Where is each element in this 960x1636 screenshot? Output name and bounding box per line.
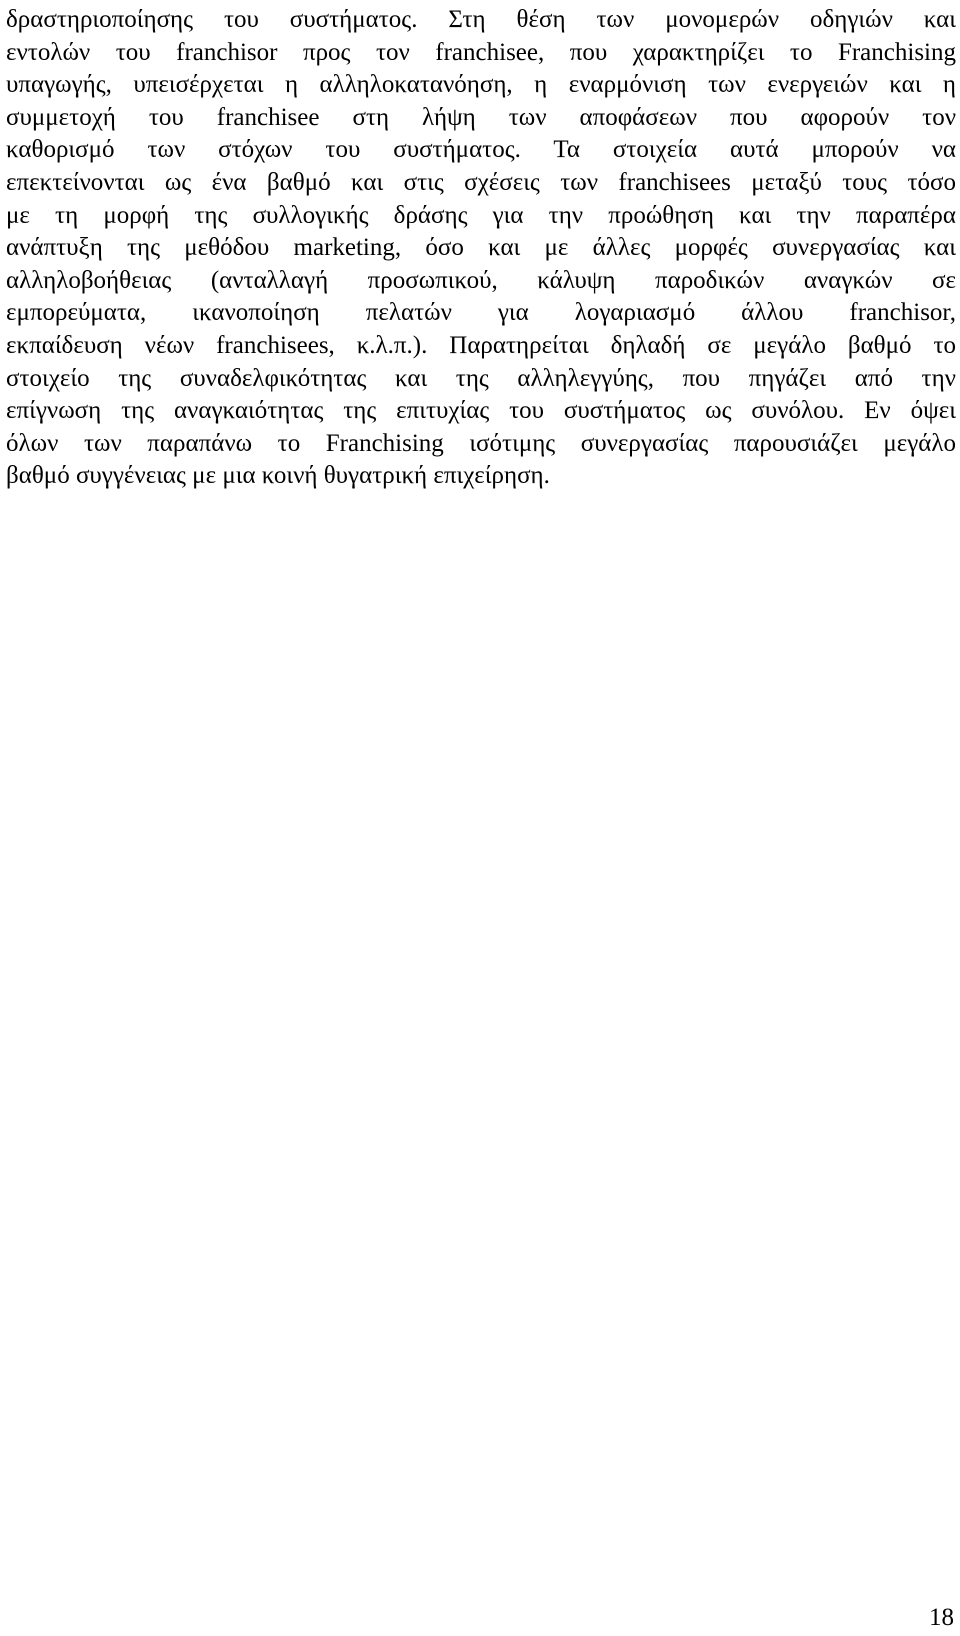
paragraph-line: επεκτείνονται ως ένα βαθμό και στις σχέσεις των franchisees μεταξύ τους τόσο: [6, 168, 956, 196]
paragraph-line: στοιχείο της συναδελφικότητας και της αλληλεγγύης, που πηγάζει από την: [6, 364, 956, 392]
paragraph-line: όλων των παραπάνω το Franchising ισότιμης συνεργασίας παρουσιάζει μεγάλο: [6, 429, 956, 457]
paragraph-line: εντολών του franchisor προς τον franchisee, που χαρακτηρίζει το Franchising: [6, 38, 956, 66]
paragraph-line: αλληλοβοήθειας (ανταλλαγή προσωπικού, κάλυψη παροδικών αναγκών σε: [6, 266, 956, 294]
paragraph-line: υπαγωγής, υπεισέρχεται η αλληλοκατανόηση, η εναρμόνιση των ενεργειών και η: [6, 71, 956, 99]
page-number: 18: [929, 1604, 954, 1631]
paragraph-line: με τη μορφή της συλλογικής δράσης για την προώθηση και την παραπέρα: [6, 201, 956, 229]
paragraph-line: ανάπτυξη της μεθόδου marketing, όσο και με άλλες μορφές συνεργασίας και: [6, 234, 956, 262]
paragraph-line: εμπορεύματα, ικανοποίηση πελατών για λογαριασμό άλλου franchisor,: [6, 299, 956, 327]
paragraph-line: δραστηριοποίησης του συστήματος. Στη θέση των μονομερών οδηγιών και: [6, 6, 956, 33]
body-paragraph: [6, 4, 956, 493]
paragraph-line: επίγνωση της αναγκαιότητας της επιτυχίας του συστήματος ως συνόλου. Εν όψει: [6, 397, 956, 425]
paragraph-line: εκπαίδευση νέων franchisees, κ.λ.π.). Παρατηρείται δηλαδή σε μεγάλο βαθμό το: [6, 331, 956, 359]
paragraph-line: καθορισμό των στόχων του συστήματος. Τα στοιχεία αυτά μπορούν να: [6, 136, 956, 164]
paragraph-line: βαθμό συγγένειας με μια κοινή θυγατρική επιχείρηση.: [6, 462, 550, 490]
paragraph-line: συμμετοχή του franchisee στη λήψη των αποφάσεων που αφορούν τον: [6, 103, 956, 131]
